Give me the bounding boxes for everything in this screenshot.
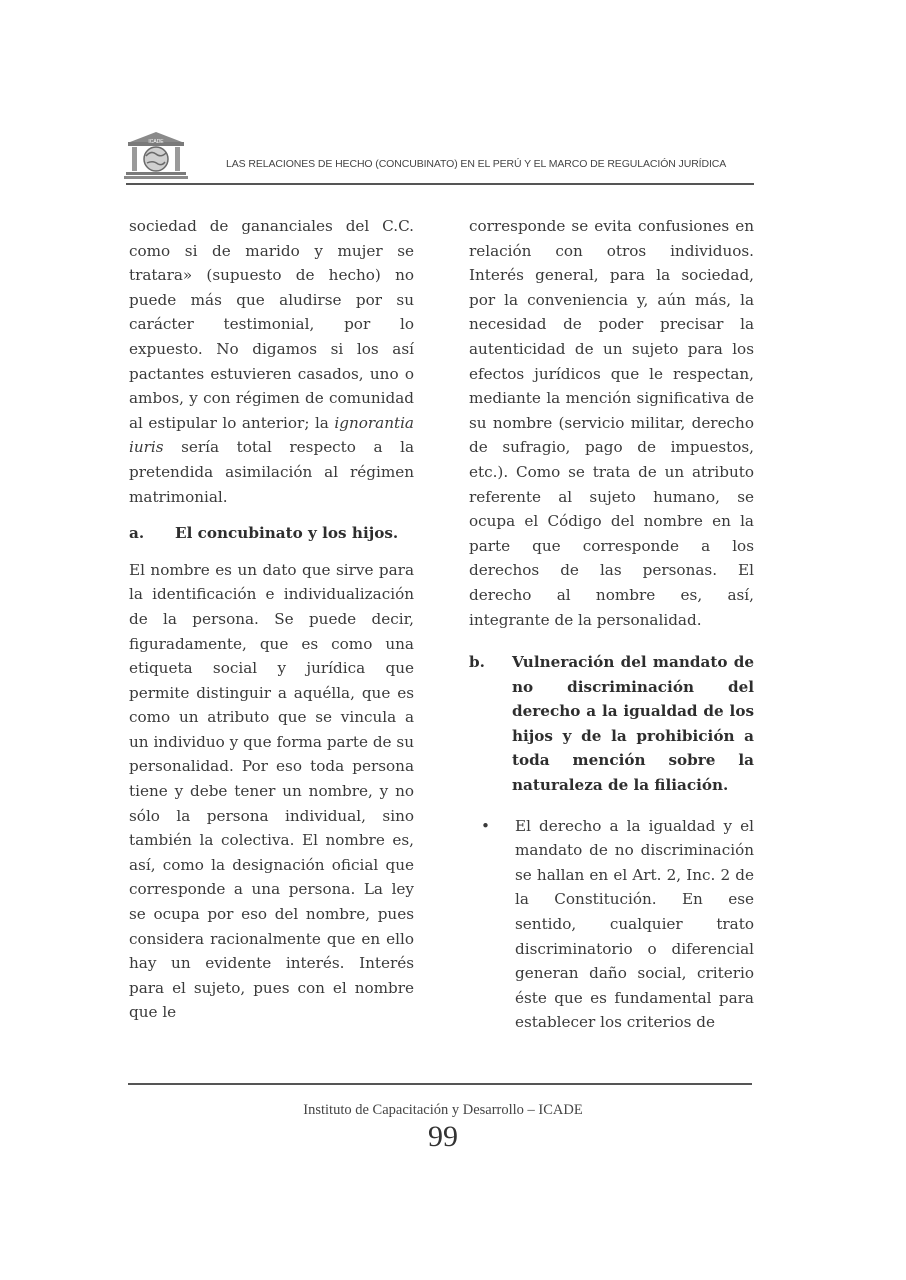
icade-logo <box>124 130 188 182</box>
running-header-title: LAS RELACIONES DE HECHO (CONCUBINATO) EN EL PERÚ Y EL MARCO DE REGULACIÓN JURÍDICA <box>226 158 727 170</box>
section-heading-b <box>469 650 754 798</box>
latin-term: ignorantia iuris <box>129 413 414 457</box>
footer-divider <box>128 1083 752 1085</box>
logo-text: ICADE <box>148 139 164 145</box>
bullet-item <box>469 814 754 1035</box>
left-column <box>129 214 414 1025</box>
page-number: 99 <box>428 1120 458 1153</box>
left-paragraph-2: El nombre es un dato que sirve para la identificación e individualización de la persona. Se puede decir, figuradamente, que es como una etiqueta social y jurídica que permite distinguir a aquélla, que es como un atributo que se vincula a un individuo y que forma parte de su personalidad. Por eso toda persona tiene y debe tener un nombre, y no sólo la persona individual, sino también la colectiva. El nombre es, así, como la designación oficial que corresponde a una persona. La ley se ocupa por eso del nombre, pues considera racionalmente que en ello hay un evidente interés. Interés para el sujeto, pues con el nombre que le <box>129 560 414 1022</box>
heading-marker: a. <box>129 524 145 543</box>
header-divider <box>126 183 754 185</box>
heading-marker: b. <box>469 653 485 672</box>
section-heading-a <box>129 521 414 546</box>
right-column <box>469 214 754 1035</box>
bullet-icon: • <box>481 816 490 835</box>
bullet-text: El derecho a la igualdad y el mandato de no discriminación se hallan en el Art. 2, Inc. 2 de la Constitución. En ese sentido, cualquier trato discriminatorio o diferencial generan daño social, criterio éste que es fundamental para establecer los criterios de <box>515 816 754 1032</box>
left-paragraph-1: sociedad de gananciales del C.C. como si de marido y mujer se tratara» (supuesto de hecho) no puede más que aludirse por su carácter testimonial, por lo expuesto. No digamos si los así pactantes estuvieren casados, uno o ambos, y con régimen de comunidad al estipular lo anterior; la ignorantia iuris sería total respecto a la pretendida asimilación al régimen matrimonial. <box>129 217 414 506</box>
heading-text: Vulneración del mandato de no discriminación del derecho a la igualdad de los hijos y de la prohibición a toda mención sobre la naturaleza de la filiación. <box>512 653 754 795</box>
right-paragraph-1: corresponde se evita confusiones en relación con otros individuos. Interés general, para la sociedad, por la conveniencia y, aún más, la necesidad de poder precisar la autenticidad de un sujeto para los efectos jurídicos que le respectan, mediante la mención significativa de su nombre (servicio militar, derecho de sufragio, pago de impuestos, etc.). Como se trata de un atributo referente al sujeto humano, se ocupa el Código del nombre en la parte que corresponde a los derechos de las personas. El derecho al nombre es, así, integrante de la personalidad. <box>469 217 754 629</box>
heading-text: El concubinato y los hijos. <box>175 524 399 543</box>
footer-institution: Instituto de Capacitación y Desarrollo – ICADE <box>303 1102 583 1118</box>
